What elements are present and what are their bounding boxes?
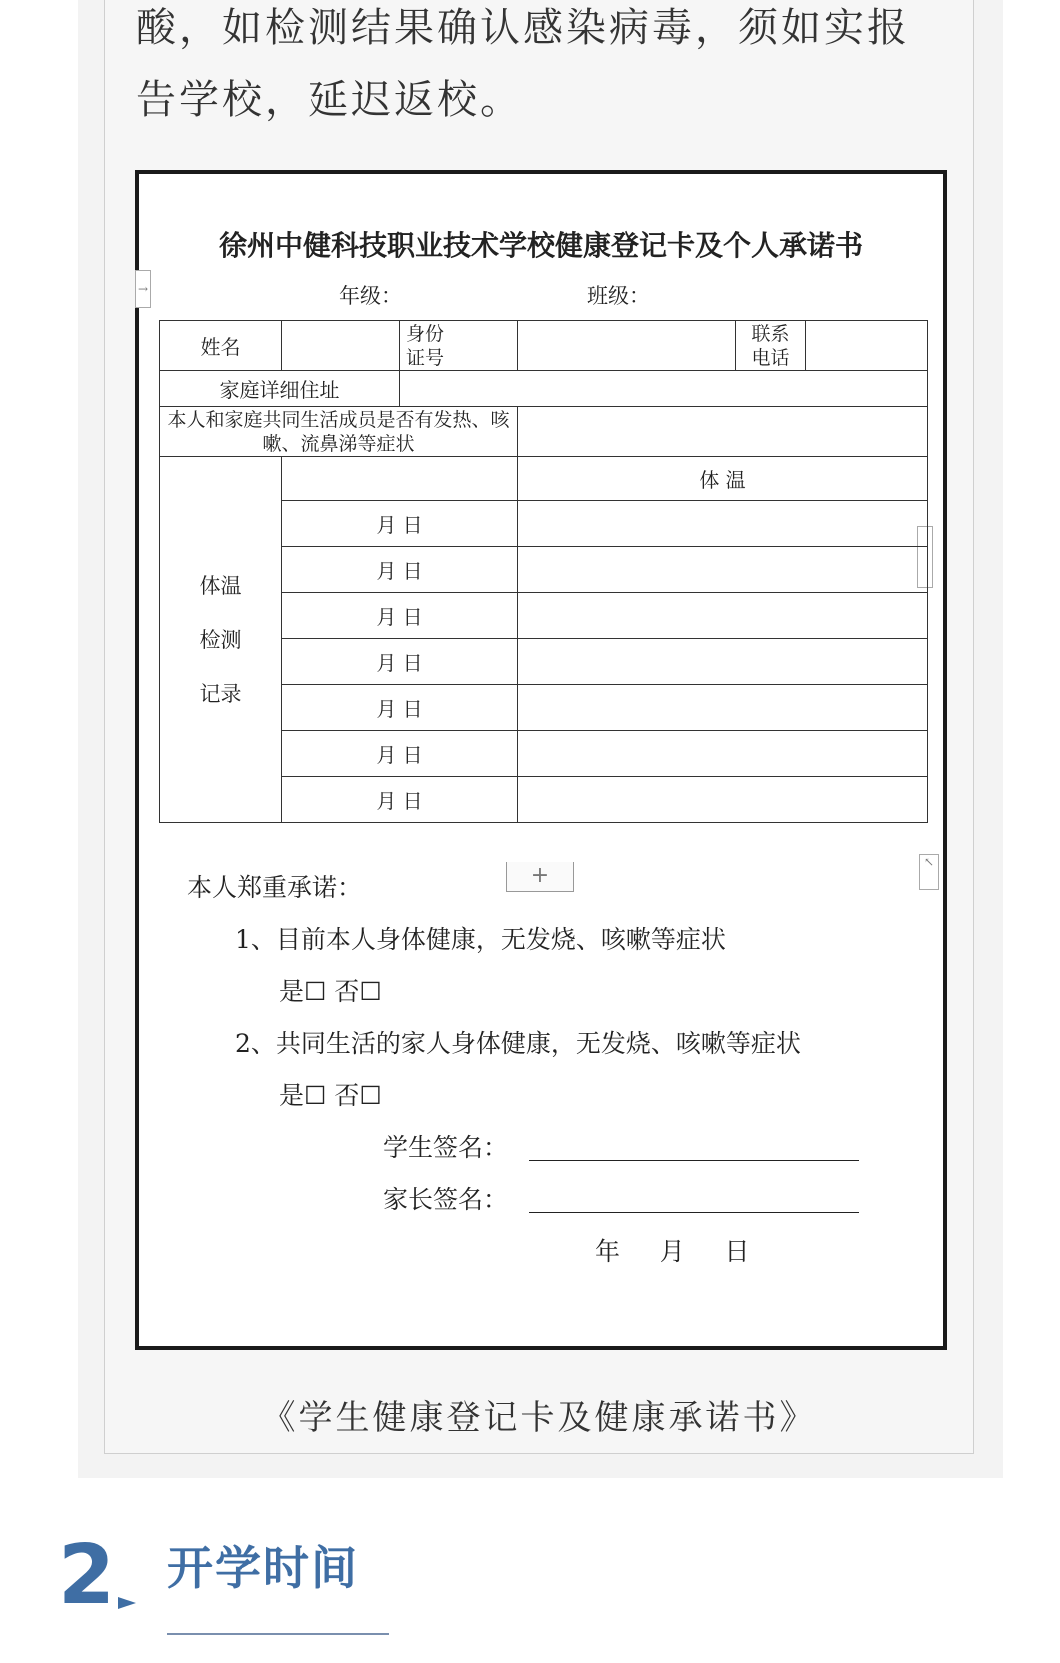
name-cell <box>282 321 400 371</box>
form-title: 徐州中健科技职业技术学校健康登记卡及个人承诺书 <box>218 229 863 262</box>
name-label: 姓名 <box>160 321 282 371</box>
date-cell: 月 日 <box>282 593 518 639</box>
address-cell <box>400 371 928 407</box>
date-cell: 月 日 <box>282 777 518 823</box>
table-move-handle-icon: → <box>135 270 151 308</box>
temperature-cell <box>518 593 928 639</box>
section-number: 2 <box>58 1528 116 1623</box>
phone-cell <box>806 321 928 371</box>
temperature-cell <box>518 547 928 593</box>
section-underline <box>167 1633 389 1635</box>
table-row <box>160 457 928 501</box>
table-row <box>160 371 928 407</box>
pledge-heading: 本人郑重承诺： <box>187 873 363 902</box>
grade-label: 年级： <box>339 284 402 308</box>
student-sign-line <box>529 1160 859 1161</box>
table-row <box>160 407 928 457</box>
pledge-item-2-options: 是☐ 否☐ <box>279 1081 382 1110</box>
temperature-cell <box>518 639 928 685</box>
symptom-cell <box>518 407 928 457</box>
date-cell: 月 日 <box>282 639 518 685</box>
parent-sign-label: 家长签名： <box>383 1185 509 1214</box>
address-label: 家庭详细住址 <box>160 371 400 407</box>
temperature-cell <box>518 685 928 731</box>
pledge-item-1: 1、目前本人身体健康，无发烧、咳嗽等症状 <box>235 925 726 954</box>
temperature-header: 体 温 <box>518 457 928 501</box>
intro-text-line-1: 酸，如检测结果确认感染病毒，须如实报 <box>136 5 910 51</box>
date-cell: 月 日 <box>282 685 518 731</box>
health-form-image <box>135 170 947 1350</box>
table-resize-icon: ↖ <box>919 854 939 890</box>
temperature-cell <box>518 501 928 547</box>
section-arrow-icon <box>118 1597 136 1609</box>
pledge-item-2: 2、共同生活的家人身体健康，无发烧、咳嗽等症状 <box>235 1029 801 1058</box>
temperature-record-label: 体温 检测 记录 <box>160 457 282 823</box>
table-row <box>160 321 928 371</box>
registration-table <box>159 320 928 823</box>
parent-sign-line <box>529 1212 859 1213</box>
student-sign-label: 学生签名： <box>383 1133 509 1162</box>
sign-date: 年 月 日 <box>595 1237 750 1266</box>
image-caption: 《学生健康登记卡及健康承诺书》 <box>261 1398 817 1438</box>
id-label: 身份 证号 <box>400 321 518 371</box>
class-label: 班级： <box>587 284 650 308</box>
add-row-icon: + <box>506 862 574 892</box>
id-cell <box>518 321 736 371</box>
phone-label: 联系 电话 <box>736 321 806 371</box>
date-cell: 月 日 <box>282 731 518 777</box>
temperature-cell <box>518 731 928 777</box>
date-header-cell <box>282 457 518 501</box>
temperature-cell <box>518 777 928 823</box>
intro-text-line-2: 告学校，延迟返校。 <box>136 77 523 123</box>
symptom-label: 本人和家庭共同生活成员是否有发热、咳 嗽、流鼻涕等症状 <box>160 407 518 457</box>
date-cell: 月 日 <box>282 547 518 593</box>
date-cell: 月 日 <box>282 501 518 547</box>
section-title: 开学时间 <box>167 1541 359 1595</box>
pledge-item-1-options: 是☐ 否☐ <box>279 977 382 1006</box>
